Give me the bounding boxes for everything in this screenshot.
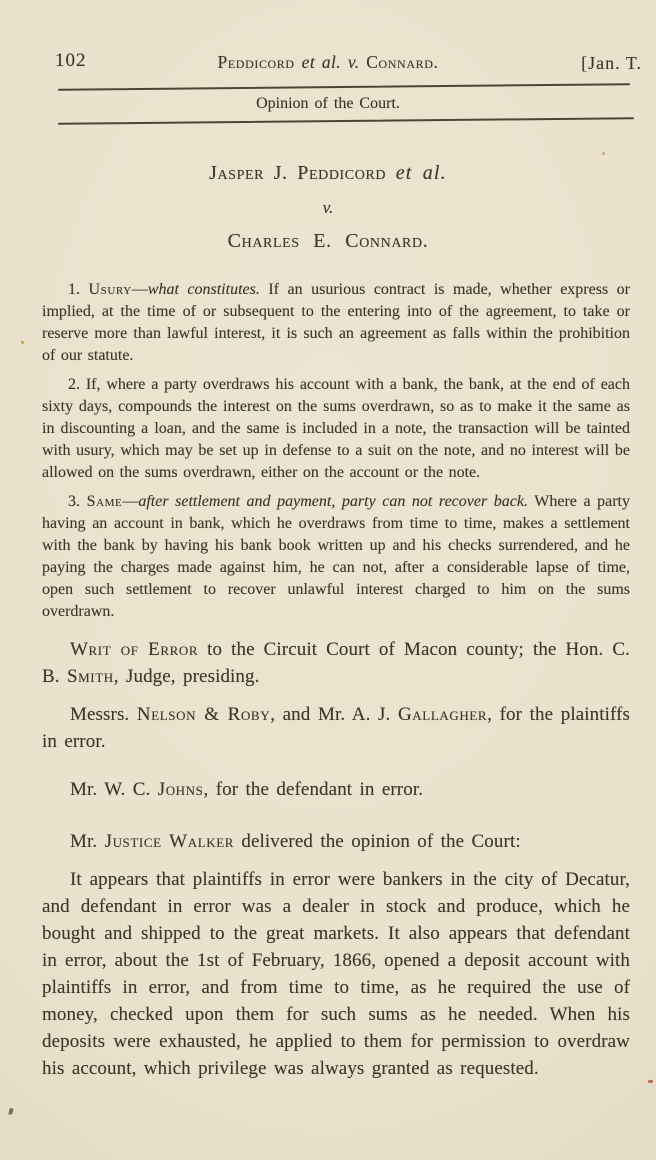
writ-of-error-paragraph: Writ of Error to the Circuit Court of Macon county; the Hon. C. B. Smith, Judge, presiding. (42, 638, 630, 687)
counsel-defendant-paragraph: Mr. W. C. Johns, for the defendant in error. (70, 778, 424, 800)
syllabus-point-2: 2. If, where a party overdraws his account with a bank, the bank, at the end of each sixty days, compounds the interest on the sums overdrawn, so as to make it the same as in discounting a loan, and the same is included in a note, the transaction will be tainted with usury, which may be set up in defense to a suit on the note, and no interest will be allowed on the sums overdrawn, either on the account or the note. (42, 375, 630, 481)
opinion-body-paragraph: It appears that plaintiffs in error were bankers in the city of Decatur, and defendant in error was a dealer in stock and produce, which he bought and shipped to the great markets. It also appears that defendant in error, about the 1st of February, 1866, opened a deposit account with plaintiffs in error, and from time to time, as he required the use of money, checked upon them for such sums as he needed. When his deposits were exhausted, he applied to them for permission to overdraw his account, which privilege was always granted as requested. (42, 868, 630, 1079)
syllabus-point-3: 3. Same—after settlement and payment, party can not recover back. Where a party having an account in bank, which he overdraws from time to time, makes a settlement with the bank by having his bank book written up and his checks surrendered, and he paying the charges made against him, he can not, after a considerable lapse of time, open such settlement to recover unlawful interest charged to him on the sums overdrawn. (42, 492, 630, 620)
paper-speck (602, 152, 605, 155)
term-label: [Jan. T. (581, 53, 642, 73)
syllabus-point-1: 1. Usury—what constitutes. If an usurious contract is made, whether express or implied, at the time of or subsequent to the entering into of the agreement, to take or reserve more than lawful interest, it is such an agreement as falls within the prohibition of our statute. (42, 280, 631, 364)
case-plaintiff: Jasper J. Peddicord et al. (209, 161, 447, 184)
header-rule-top (58, 83, 630, 90)
opinion-intro-paragraph: Mr. Justice Walker delivered the opinion of the Court: (70, 830, 521, 852)
paper-speck (648, 1080, 653, 1083)
case-defendant: Charles E. Connard. (227, 229, 429, 252)
running-header-title: Peddicord et al. v. Connard. (217, 52, 439, 72)
paper-speck (21, 341, 24, 344)
section-label: Opinion of the Court. (256, 95, 400, 112)
page-number: 102 (55, 50, 87, 71)
paper-speck (8, 1108, 14, 1116)
counsel-plaintiffs-paragraph: Messrs. Nelson & Roby, and Mr. A. J. Gallagher, for the plaintiffs in error. (42, 703, 631, 752)
page-header (0, 0, 656, 74)
case-versus: v. (322, 197, 334, 217)
syllabus-block (42, 279, 630, 623)
case-title-block (0, 162, 656, 253)
header-rule-bottom (58, 117, 634, 124)
